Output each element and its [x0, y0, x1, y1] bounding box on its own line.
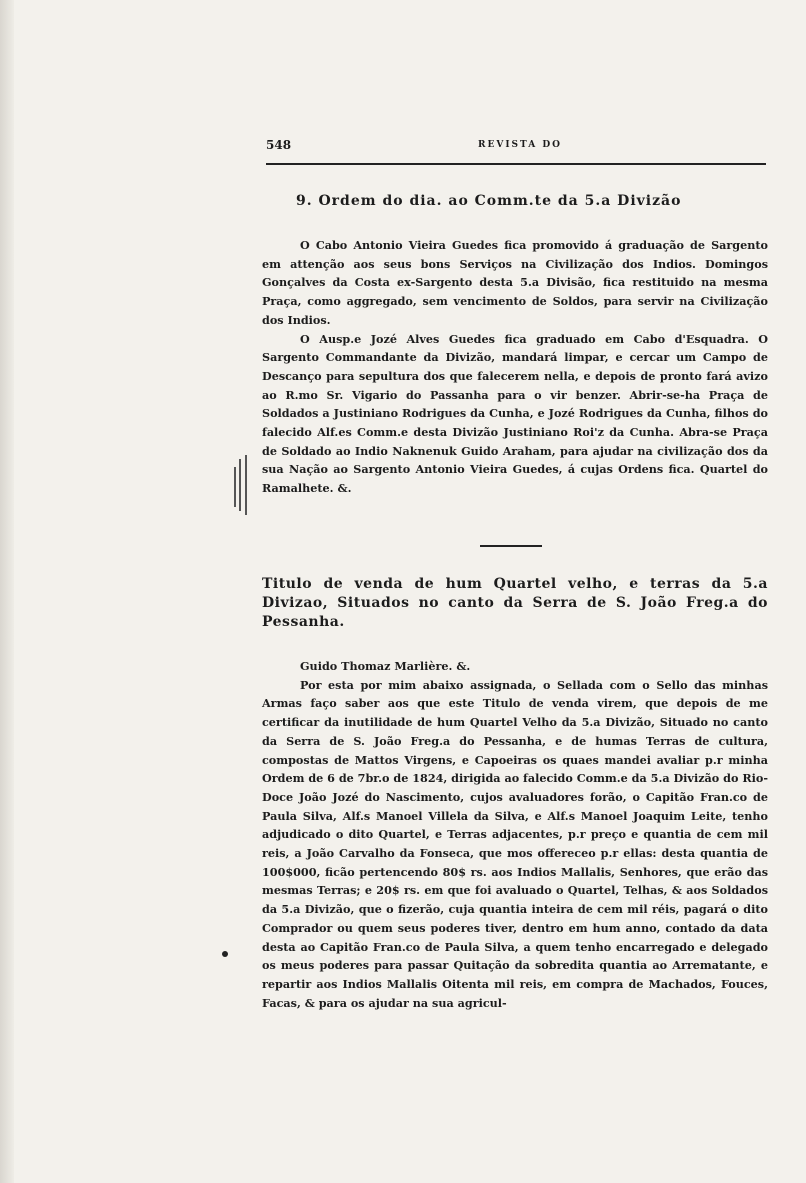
section-1-paragraph: O Cabo Antonio Vieira Guedes fica promovido á graduação de Sargento em attenção aos seus bons Serviços na Civilização dos Indios. Domingos Gonçalves da Costa ex-Sargento desta 5.a Divisão, fica restituido na mesma Praça, como aggregado, sem vencimento de Soldos, para servir na Civilização dos Indios.: [262, 238, 768, 327]
margin-dot: [222, 951, 228, 957]
section-2-body: [262, 657, 768, 1012]
header-rule: [266, 163, 766, 165]
margin-scan-marks: [234, 455, 250, 517]
section-2-paragraph: Por esta por mim abaixo assignada, o Sellada com o Sello das minhas Armas faço saber aos que este Titulo de venda virem, que depois de me certificar da inutilidade de hum Quartel Velho da 5.a Divizão, Situado no canto da Serra de S. João Freg.a do Pessanha, e de humas Terras de cultura, compostas de Mattos Virgens, e Capoeiras os quaes mandei avaliar p.r minha Ordem de 6 de 7br.o de 1824, dirigida ao falecido Comm.e da 5.a Divizão do Rio-Doce João Jozé do Nascimento, cujos avaluadores forão, o Capitão Fran.co de Paula Silva, Alf.s Manoel Villela da Silva, e Alf.s Manoel Joaquim Leite, tenho adjudicado o dito Quartel, e Terras adjacentes, p.r preço e quantia de cem mil reis, a João Carvalho da Fonseca, que mos offereceo p.r ellas: desta quantia de 100$000, ficão pertencendo 80$ rs. aos Indios Mallalis, Senhores, que erão das mesmas Terras; e 20$ rs. em que foi avaluado o Quartel, Telhas, & aos Soldados da 5.a Divizão, que o fizerão, cuja quantia inteira de cem mil réis, pagará o dito Comprador ou quem seus poderes tiver, dentro em hum anno, contado da data desta ao Capitão Fran.co de Paula Silva, a quem tenho encarregado e delegado os meus poderes para passar Quitação da sobredita quantia ao Arrematante, e repartir aos Indios Mallalis Oitenta mil reis, em compra de Machados, Fouces, Facas, & para os ajudar na sua agricul-: [262, 677, 768, 1010]
page-number: 548: [266, 138, 292, 152]
page-edge-shadow: [0, 0, 14, 1183]
section-divider: [480, 545, 542, 547]
page-header: [266, 136, 766, 156]
section-2-title: Titulo de venda de hum Quartel velho, e terras da 5.a Divizao, Situados no canto da Serra de S. João Freg.a do Pessanha.: [262, 576, 768, 630]
section-1-body: [262, 236, 768, 498]
running-head: REVISTA DO: [478, 140, 562, 150]
section-2-paragraph: Guido Thomaz Marlière. &.: [300, 659, 471, 673]
section-1-paragraph: O Ausp.e Jozé Alves Guedes fica graduado em Cabo d'Esquadra. O Sargento Commandante da Divizão, mandará limpar, e cercar um Campo de Descanço para sepultura dos que falecerem nella, e depois de pronto fará avizo ao R.mo Sr. Vigario do Passanha para o vir benzer. Abrir-se-ha Praça de Soldados a Justiniano Rodrigues da Cunha, e Jozé Rodrigues da Cunha, filhos do falecido Alf.es Comm.e desta Divizão Justiniano Roi'z da Cunha. Abra-se Praça de Soldado ao Indio Naknenuk Guido Araham, para ajudar na civilização dos da sua Nação ao Sargento Antonio Vieira Guedes, á cujas Ordens fica. Quartel do Ramalhete. &.: [262, 331, 768, 496]
section-1-title: 9. Ordem do dia. ao Comm.te da 5.a Divizão: [296, 193, 682, 209]
